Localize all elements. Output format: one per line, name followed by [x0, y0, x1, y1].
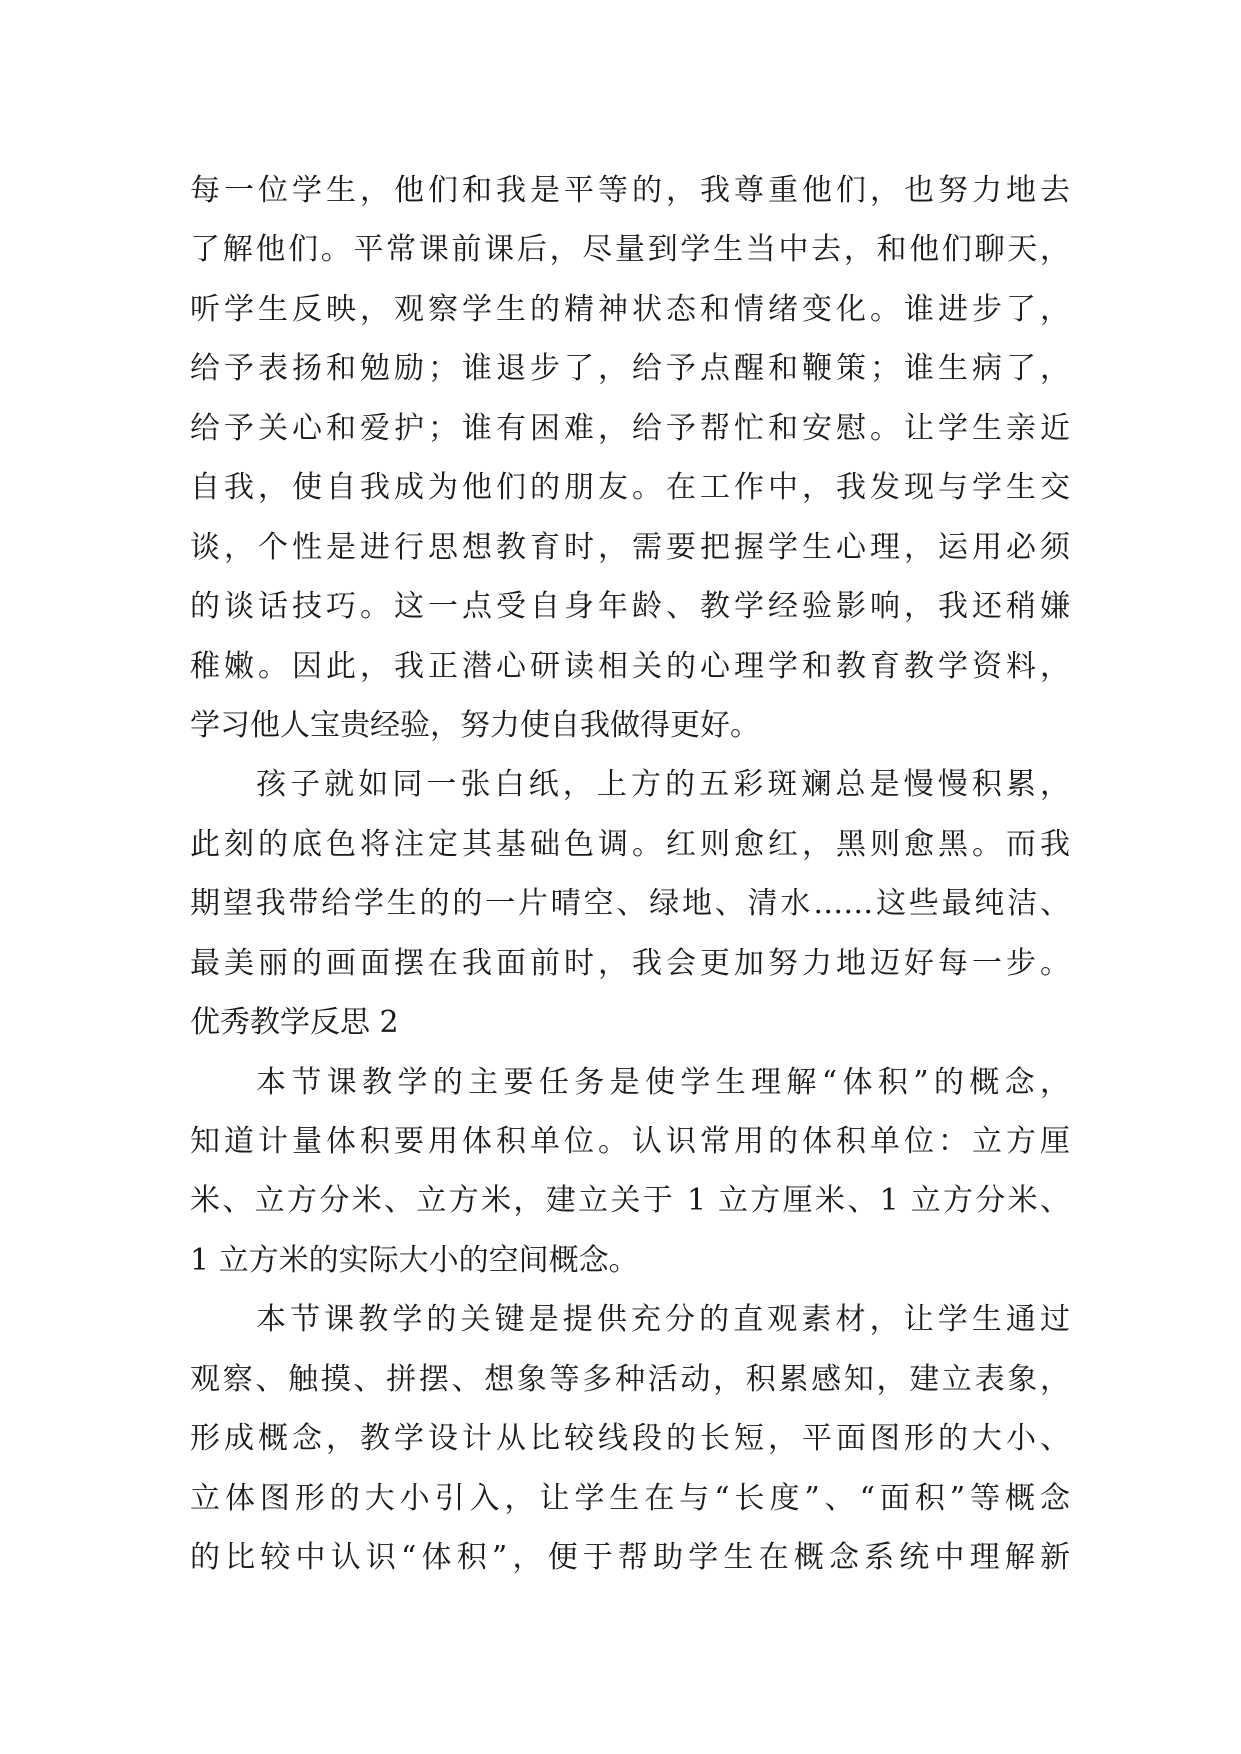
text-line: 自我，使自我成为他们的朋友。在工作中，我发现与学生交 — [190, 470, 1070, 506]
body-text — [190, 161, 1070, 1588]
text-line: 稚嫩。因此，我正潜心研读相关的心理学和教育教学资料， — [190, 648, 1070, 684]
text-line: 谈，个性是进行思想教育时，需要把握学生心理，运用必须 — [190, 529, 1070, 565]
text-line: 每一位学生，他们和我是平等的，我尊重他们，也努力地去 — [190, 173, 1070, 208]
text-line: 学习他人宝贵经验，努力使自我做得更好。 — [190, 707, 760, 743]
text-line: 期望我带给学生的的一片晴空、绿地、清水……这些最纯洁、 — [190, 886, 1070, 922]
text-line: 1 立方米的实际大小的空间概念。 — [190, 1242, 639, 1278]
text-line: 给予关心和爱护；谁有困难，给予帮忙和安慰。让学生亲近 — [190, 410, 1070, 446]
text-line: 形成概念，教学设计从比较线段的长短，平面图形的大小、 — [190, 1421, 1070, 1457]
text-line: 最美丽的画面摆在我面前时，我会更加努力地迈好每一步。 — [190, 945, 1070, 981]
text-line: 孩子就如同一张白纸，上方的五彩斑斓总是慢慢积累， — [256, 767, 1070, 803]
text-line: 米、立方分米、立方米，建立关于 1 立方厘米、1 立方分米、 — [190, 1183, 1070, 1219]
text-line: 此刻的底色将注定其基础色调。红则愈红，黑则愈黑。而我 — [190, 826, 1070, 862]
text-line: 立体图形的大小引入，让学生在与“长度”、“面积”等概念 — [190, 1480, 1070, 1516]
text-line: 的比较中认识“体积”，便于帮助学生在概念系统中理解新 — [190, 1540, 1070, 1576]
text-line: 观察、触摸、拼摆、想象等多种活动，积累感知，建立表象， — [190, 1361, 1070, 1397]
text-line: 了解他们。平常课前课后，尽量到学生当中去，和他们聊天， — [190, 232, 1070, 268]
text-line: 给予表扬和勉励；谁退步了，给予点醒和鞭策；谁生病了， — [190, 351, 1070, 387]
text-line: 知道计量体积要用体积单位。认识常用的体积单位：立方厘 — [190, 1124, 1070, 1159]
text-line: 本节课教学的主要任务是使学生理解“体积”的概念， — [256, 1064, 1070, 1100]
section-heading: 优秀教学反思 2 — [190, 1005, 399, 1041]
text-line: 听学生反映，观察学生的精神状态和情绪变化。谁进步了， — [190, 291, 1070, 327]
text-line: 本节课教学的关键是提供充分的直观素材，让学生通过 — [256, 1302, 1070, 1338]
text-line: 的谈话技巧。这一点受自身年龄、教学经验影响，我还稍嫌 — [190, 589, 1070, 625]
